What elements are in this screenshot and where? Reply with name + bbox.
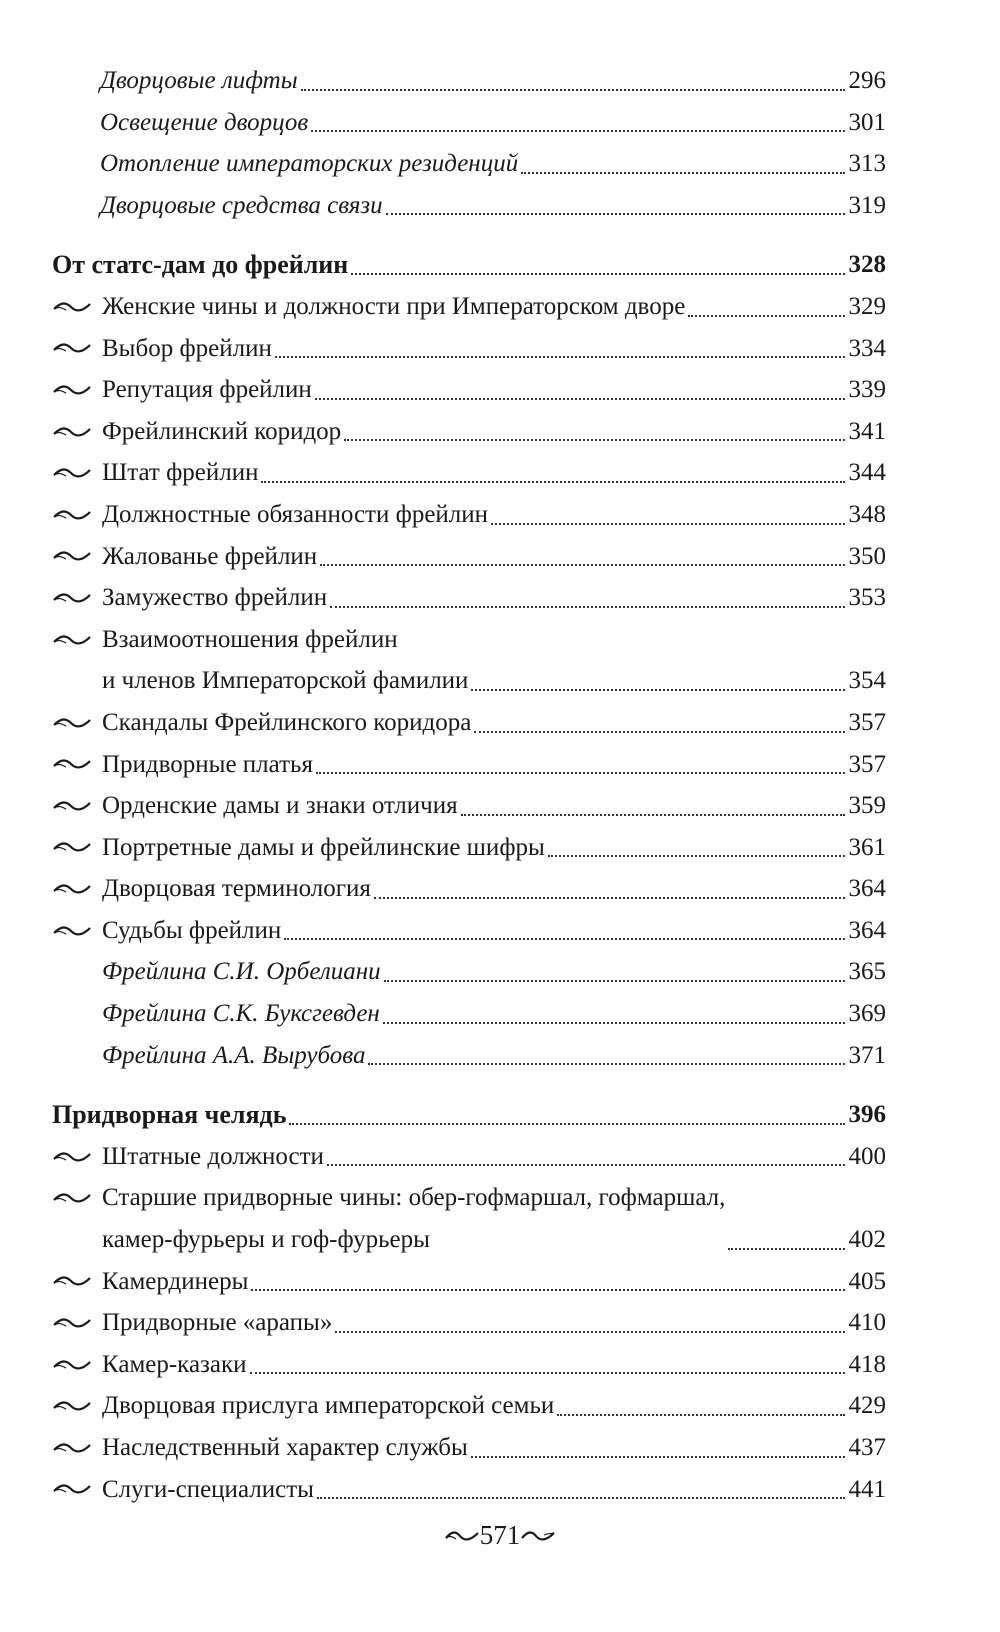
toc-entry-page: 365 xyxy=(848,958,886,986)
toc-entry-page: 371 xyxy=(848,1041,886,1069)
dot-leader xyxy=(317,1497,845,1499)
toc-entry-page: 441 xyxy=(848,1475,886,1503)
toc-entry-page: 400 xyxy=(848,1142,886,1170)
swirl-bullet-icon xyxy=(52,910,102,952)
page-number: 571 xyxy=(479,1520,521,1550)
toc-entry-page: 418 xyxy=(848,1350,886,1378)
dot-leader xyxy=(386,213,845,215)
swirl-bullet-icon xyxy=(52,868,102,910)
dot-leader xyxy=(474,731,844,733)
swirl-bullet-icon xyxy=(52,452,102,494)
toc-entry-title xyxy=(102,619,468,702)
toc-entry-title: Фрейлина С.К. Буксгевден xyxy=(102,1000,380,1028)
dot-leader xyxy=(289,1123,844,1125)
toc-entry[interactable] xyxy=(52,619,886,702)
toc-entry-page: 396 xyxy=(848,1101,886,1129)
swirl-bullet-icon xyxy=(52,827,102,869)
toc-entry-page: 402 xyxy=(848,1226,886,1254)
toc-entry-title: Орденские дамы и знаки отличия xyxy=(102,792,458,820)
toc-entry-title: Камердинеры xyxy=(102,1267,249,1295)
toc-entry[interactable] xyxy=(52,369,886,411)
toc-entry[interactable] xyxy=(52,494,886,536)
dot-leader xyxy=(728,1248,844,1250)
toc-entry-page: 364 xyxy=(848,916,886,944)
toc-entry-page: 344 xyxy=(848,459,886,487)
toc-entry[interactable] xyxy=(52,1302,886,1344)
toc-entry-page: 357 xyxy=(848,750,886,778)
toc-entry[interactable] xyxy=(52,1385,886,1427)
toc-entry[interactable] xyxy=(52,1136,886,1178)
toc-entry-title: Выбор фрейлин xyxy=(102,334,272,362)
toc-entry-title-line1: Старшие придворные чины: обер-гофмаршал, гофмаршал, xyxy=(102,1184,726,1212)
toc-entry[interactable] xyxy=(52,1427,886,1469)
toc-entry[interactable] xyxy=(52,702,886,744)
toc-subentry[interactable] xyxy=(52,102,886,144)
toc-entry-title-line1: Взаимоотношения фрейлин xyxy=(102,625,398,653)
toc-entry-title: Портретные дамы и фрейлинские шифры xyxy=(102,833,545,861)
dot-leader xyxy=(557,1414,844,1416)
toc-entry[interactable] xyxy=(52,1261,886,1303)
toc-entry-title: От статс-дам до фрейлин xyxy=(52,250,349,280)
dot-leader xyxy=(250,1372,845,1374)
toc-subentry[interactable] xyxy=(52,143,886,185)
toc-entry[interactable] xyxy=(52,910,886,952)
swirl-bullet-icon xyxy=(52,494,102,536)
swirl-bullet-icon xyxy=(52,328,102,370)
toc-entry-page: 350 xyxy=(848,542,886,570)
toc-subentry[interactable] xyxy=(52,1035,886,1077)
dot-leader xyxy=(275,356,845,358)
toc-entry[interactable] xyxy=(52,452,886,494)
toc-entry-title-line2: и членов Императорской фамилии xyxy=(102,667,469,695)
dot-leader xyxy=(688,315,844,317)
toc-entry-page: 410 xyxy=(848,1309,886,1337)
toc-entry-page: 301 xyxy=(848,108,886,136)
toc-entry-title: Жалованье фрейлин xyxy=(102,542,318,570)
swirl-bullet-icon xyxy=(52,1427,102,1469)
swirl-bullet-icon xyxy=(52,536,102,578)
toc-entry[interactable] xyxy=(52,286,886,328)
toc-entry-title: Наследственный характер службы xyxy=(102,1434,468,1461)
swirl-bullet-icon xyxy=(52,744,102,786)
toc-entry-page: 296 xyxy=(848,67,886,94)
swirl-ornament-left-icon xyxy=(444,1529,480,1543)
toc-entry[interactable] xyxy=(52,1177,886,1260)
toc-entry-page: 364 xyxy=(848,875,886,903)
swirl-bullet-icon xyxy=(52,369,102,411)
toc-entry-page: 328 xyxy=(848,251,886,279)
toc-entry-title: Освещение дворцов xyxy=(100,108,309,136)
toc-entry-page: 334 xyxy=(848,334,886,362)
dot-leader xyxy=(374,897,845,899)
swirl-bullet-icon xyxy=(52,1469,102,1511)
toc-entry-page: 354 xyxy=(848,667,886,695)
toc-entry[interactable] xyxy=(52,827,886,869)
toc-entry-title: Придворные платья xyxy=(102,750,313,778)
toc-entry-title: Отопление императорских резиденций xyxy=(100,150,519,178)
swirl-bullet-icon xyxy=(52,619,102,661)
dot-leader xyxy=(383,1022,845,1024)
toc-subentry[interactable] xyxy=(52,993,886,1035)
toc-entry-title: Должностные обязанности фрейлин xyxy=(102,500,489,528)
dot-leader xyxy=(368,1063,844,1065)
toc-entry[interactable] xyxy=(52,577,886,619)
dot-leader xyxy=(284,938,844,940)
dot-leader xyxy=(491,523,844,525)
toc-entry-title xyxy=(102,1177,725,1260)
toc-entry-page: 353 xyxy=(848,584,886,612)
dot-leader xyxy=(261,481,844,483)
toc-entry[interactable] xyxy=(52,785,886,827)
dot-leader xyxy=(330,606,844,608)
toc-entry-title: Скандалы Фрейлинского коридора xyxy=(102,708,472,736)
toc-entry-page: 359 xyxy=(848,792,886,820)
toc-entry-page: 329 xyxy=(848,292,886,320)
dot-leader xyxy=(351,273,844,275)
toc-entry-title: Замужество фрейлин xyxy=(102,584,328,612)
toc-entry-title: Дворцовая прислуга императорской семьи xyxy=(102,1392,555,1420)
dot-leader xyxy=(311,130,844,132)
toc-entry-title: Штатные должности xyxy=(102,1142,324,1170)
toc-entry-page: 361 xyxy=(848,833,886,861)
swirl-bullet-icon xyxy=(52,1261,102,1303)
toc-section-heading[interactable] xyxy=(52,244,886,286)
toc-section-heading[interactable] xyxy=(52,1094,886,1136)
toc-entry-title: Фрейлина С.И. Орбелиани xyxy=(102,958,381,986)
toc-entry[interactable] xyxy=(52,744,886,786)
toc-entry-title: Дворцовая терминология xyxy=(102,875,371,903)
toc-entry[interactable] xyxy=(52,411,886,453)
dot-leader xyxy=(384,980,845,982)
swirl-bullet-icon xyxy=(52,286,102,328)
toc-entry[interactable] xyxy=(52,328,886,370)
swirl-bullet-icon xyxy=(52,1385,102,1427)
swirl-bullet-icon xyxy=(52,1344,102,1386)
swirl-bullet-icon xyxy=(52,577,102,619)
swirl-bullet-icon xyxy=(52,1136,102,1178)
toc-entry-title: Слуги-специалисты xyxy=(102,1475,314,1503)
toc-entry-page: 405 xyxy=(848,1267,886,1295)
dot-leader xyxy=(471,1456,845,1458)
swirl-bullet-icon xyxy=(52,785,102,827)
dot-leader xyxy=(251,1289,844,1291)
toc-entry-title: Дворцовые средства связи xyxy=(100,191,383,219)
toc-entry-title: Придворная челядь xyxy=(52,1100,287,1130)
toc-entry-page: 313 xyxy=(848,150,886,178)
dot-leader xyxy=(521,172,844,174)
dot-leader xyxy=(548,855,845,857)
dot-leader xyxy=(315,398,845,400)
dot-leader xyxy=(335,1331,844,1333)
dot-leader xyxy=(301,89,845,91)
toc-entry-page: 429 xyxy=(848,1392,886,1420)
toc-entry-page: 369 xyxy=(848,1000,886,1028)
toc-entry-title: Судьбы фрейлин xyxy=(102,916,282,944)
toc-subentry[interactable] xyxy=(52,60,886,102)
toc-entry-page: 357 xyxy=(848,708,886,736)
toc-entry-title: Придворные «арапы» xyxy=(102,1309,333,1337)
dot-leader xyxy=(461,814,845,816)
swirl-bullet-icon xyxy=(52,702,102,744)
swirl-bullet-icon xyxy=(52,1302,102,1344)
toc-entry-title: Женские чины и должности при Императорском дворе xyxy=(102,292,686,320)
toc-entry[interactable] xyxy=(52,536,886,578)
dot-leader xyxy=(320,564,844,566)
toc-entry-page: 339 xyxy=(848,376,886,404)
dot-leader xyxy=(316,772,845,774)
toc-entry-page: 341 xyxy=(848,417,886,445)
toc-subentry[interactable] xyxy=(52,951,886,993)
swirl-ornament-right-icon xyxy=(520,1529,556,1543)
toc-entry[interactable] xyxy=(52,1344,886,1386)
swirl-bullet-icon xyxy=(52,1177,102,1219)
swirl-bullet-icon xyxy=(52,411,102,453)
dot-leader xyxy=(471,689,844,691)
toc-subentry[interactable] xyxy=(52,185,886,227)
toc-entry-title: Фрейлина А.А. Вырубова xyxy=(102,1041,366,1069)
dot-leader xyxy=(327,1164,845,1166)
toc-entry-title: Штат фрейлин xyxy=(102,459,259,487)
toc-entry-title: Дворцовые лифты xyxy=(100,67,298,94)
dot-leader xyxy=(344,439,844,441)
table-of-contents xyxy=(52,60,886,1510)
toc-entry-title-line2: камер-фурьеры и гоф-фурьеры xyxy=(102,1226,430,1254)
toc-entry-page: 437 xyxy=(848,1434,886,1461)
page-footer xyxy=(0,1520,1000,1551)
toc-entry-page: 319 xyxy=(848,191,886,219)
toc-entry[interactable] xyxy=(52,868,886,910)
toc-entry[interactable] xyxy=(52,1469,886,1511)
toc-entry-title: Репутация фрейлин xyxy=(102,376,312,404)
toc-entry-title: Фрейлинский коридор xyxy=(102,417,342,445)
toc-entry-page: 348 xyxy=(848,500,886,528)
toc-entry-title: Камер-казаки xyxy=(102,1350,247,1378)
